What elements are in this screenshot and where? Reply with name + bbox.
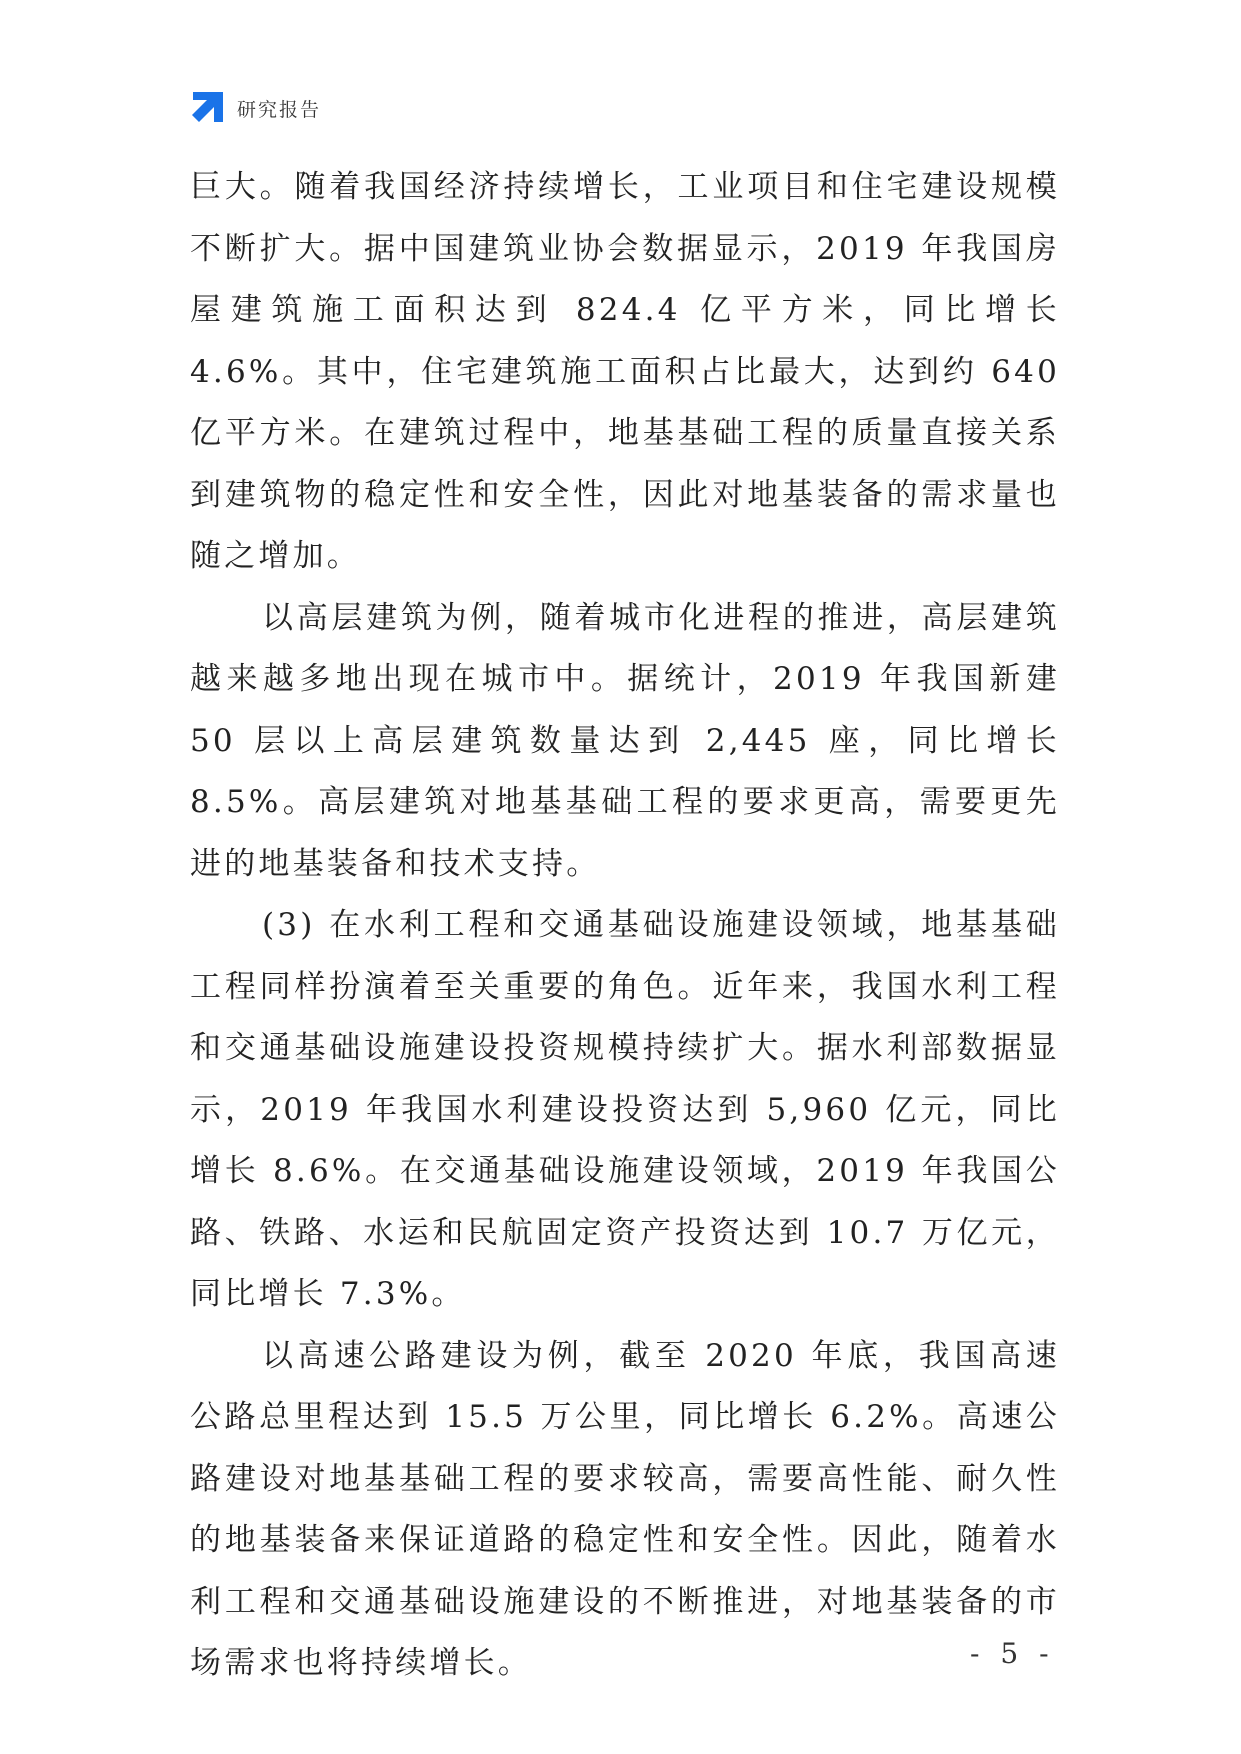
page-number: - 5 -: [970, 1637, 1055, 1670]
paragraph: 以高速公路建设为例，截至 2020 年底，我国高速公路总里程达到 15.5 万公里，同比增长 6.2%。高速公路建设对地基基础工程的要求较高，需要高性能、耐久性的地基装备来保证道路的稳定性和安全性。因此，随着水利工程和交通基础设施建设的不断推进，对地基装备的市场需求也将持续增长。: [190, 1337, 1060, 1681]
header-title: 研究报告: [237, 98, 322, 121]
paragraph: 巨大。随着我国经济持续增长，工业项目和住宅建设规模不断扩大。据中国建筑业协会数据显示，2019 年我国房屋建筑施工面积达到 824.4 亿平方米，同比增长 4.6%。其中，住宅建筑施工面积占比最大，达到约 640 亿平方米。在建筑过程中，地基基础工程的质量直接关系到建筑物的稳定性和安全性，因此对地基装备的需求量也随之增加。: [190, 169, 1060, 574]
paragraph: 以高层建筑为例，随着城市化进程的推进，高层建筑越来越多地出现在城市中。据统计，2019 年我国新建 50 层以上高层建筑数量达到 2,445 座，同比增长 8.5%。高层建筑对地基基础工程的要求更高，需要更先进的地基装备和技术支持。: [190, 599, 1060, 882]
document-body: [190, 157, 1060, 1695]
arrow-logo-icon: [190, 91, 224, 125]
paragraph: (3) 在水利工程和交通基础设施建设领域，地基基础工程同样扮演着至关重要的角色。近年来，我国水利工程和交通基础设施建设投资规模持续扩大。据水利部数据显示，2019 年我国水利建设投资达到 5,960 亿元，同比增长 8.6%。在交通基础设施建设领域，2019 年我国公路、铁路、水运和民航固定资产投资达到 10.7 万亿元，同比增长 7.3%。: [190, 907, 1060, 1312]
page-header: [190, 88, 321, 128]
